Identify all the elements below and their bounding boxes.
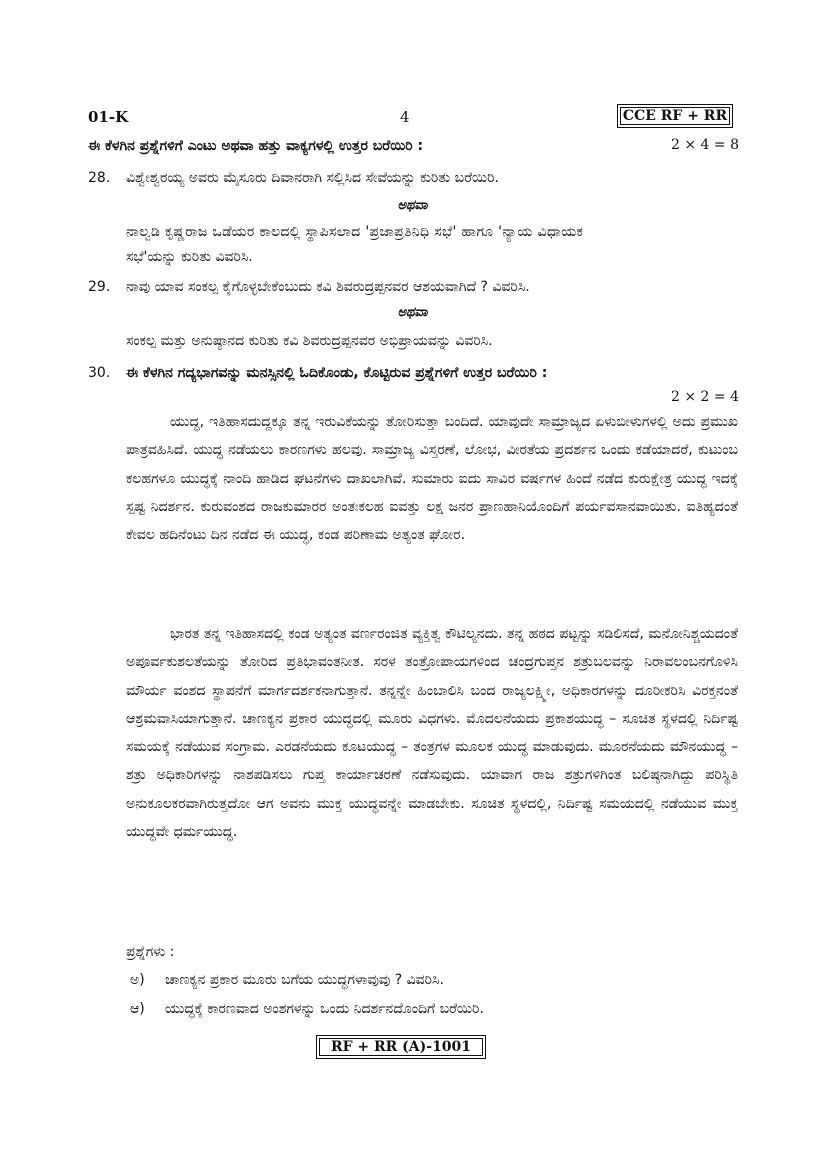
series-box: CCE RF + RR: [617, 104, 733, 128]
sub-question-a-text: ಚಾಣಕ್ಯನ ಪ್ರಕಾರ ಮೂರು ಬಗೆಯ ಯುದ್ಧಗಳಾವುವು ? ವಿವರಿಸಿ.: [165, 972, 444, 988]
question-number-30: 30.: [88, 365, 111, 381]
or-separator-28: ಅಥವಾ: [397, 198, 428, 213]
sub-question-b-text: ಯುದ್ಧಕ್ಕೆ ಕಾರಣವಾದ ಅಂಶಗಳನ್ನು ಒಂದು ನಿದರ್ಶನದೊಂದಿಗೆ ಬರೆಯಿರಿ.: [165, 1001, 484, 1017]
question-28-text: ವಿಶ್ವೇಶ್ವರಯ್ಯ ಅವರು ಮೈಸೂರು ದಿವಾನರಾಗಿ ಸಲ್ಲಿಸಿದ ಸೇವೆಯನ್ನು ಕುರಿತು ಬರೆಯಿರಿ.: [126, 170, 499, 186]
paper-code: 01-K: [88, 108, 129, 126]
questions-label: ಪ್ರಶ್ನೆಗಳು :: [126, 944, 175, 960]
question-30-marks: 2 × 2 = 4: [671, 389, 739, 405]
sub-question-b-label: ಆ): [130, 1001, 145, 1017]
or-separator-29: ಅಥವಾ: [397, 305, 428, 320]
question-28-alt-line1: ನಾಲ್ವಡಿ ಕೃಷ್ಣರಾಜ ಒಡೆಯರ ಕಾಲದಲ್ಲಿ ಸ್ಥಾಪಿಸಲಾದ 'ಪ್ರಜಾಪ್ರತಿನಿಧಿ ಸಭೆ' ಹಾಗೂ 'ನ್ಯಾಯ ವಿಧಾಯಕ: [126, 224, 584, 240]
section-instruction: ಈ ಕೆಳಗಿನ ಪ್ರಶ್ನೆಗಳಿಗೆ ಎಂಟು ಅಥವಾ ಹತ್ತು ವಾಕ್ಯಗಳಲ್ಲಿ ಉತ್ತರ ಬರೆಯಿರಿ :: [88, 138, 424, 154]
sub-question-a-label: ಅ): [130, 972, 145, 988]
footer-code-box: RF + RR (A)-1001: [316, 1035, 486, 1059]
question-29-text: ನಾವು ಯಾವ ಸಂಕಲ್ಪ ಕೈಗೊಳ್ಳಬೇಕೆಂಬುದು ಕವಿ ಶಿವರುದ್ರಪ್ಪನವರ ಆಶಯವಾಗಿದೆ ? ವಿವರಿಸಿ.: [126, 279, 530, 295]
question-28-alt-line2: ಸಭೆ'ಯನ್ನು ಕುರಿತು ವಿವರಿಸಿ.: [126, 249, 253, 265]
question-30-text: ಈ ಕೆಳಗಿನ ಗದ್ಯಭಾಗವನ್ನು ಮನಸ್ಸಿನಲ್ಲಿ ಓದಿಕೊಂಡು, ಕೊಟ್ಟಿರುವ ಪ್ರಶ್ನೆಗಳಿಗೆ ಉತ್ತರ ಬರೆಯಿರಿ :: [126, 365, 548, 381]
question-number-29: 29.: [88, 279, 111, 295]
question-number-28: 28.: [88, 170, 111, 186]
passage-paragraph-1: ಯುದ್ಧ, ಇತಿಹಾಸದುದ್ದಕ್ಕೂ ತನ್ನ ಇರುವಿಕೆಯನ್ನು ತೋರಿಸುತ್ತಾ ಬಂದಿದೆ. ಯಾವುದೇ ಸಾಮ್ರಾಜ್ಯದ ಏಳುಬೀಳುಗಳಲ್ಲಿ ಅದು ಪ್ರಮುಖ ಪಾತ್ರವಹಿಸಿದೆ. ಯುದ್ಧ ನಡೆಯಲು ಕಾರಣಗಳು ಹಲವು. ಸಾಮ್ರಾಜ್ಯ ವಿಸ್ತರಣೆ, ಲೋಭ, ವೀರತೆಯ ಪ್ರದರ್ಶನ ಒಂದು ಕಡೆಯಾದರೆ, ಕುಟುಂಬ ಕಲಹಗಳೂ ಯುದ್ಧಕ್ಕೆ ನಾಂದಿ ಹಾಡಿದ ಘಟನೆಗಳು ದಾಖಲಾಗಿವೆ. ಸುಮಾರು ಐದು ಸಾವಿರ ವರ್ಷಗಳ ಹಿಂದೆ ನಡೆದ ಕುರುಕ್ಷೇತ್ರ ಯುದ್ಧ ಇದಕ್ಕೆ ಸ್ಪಷ್ಟ ನಿದರ್ಶನ. ಕುರುವಂಶದ ರಾಜಕುಮಾರರ ಅಂತಃಕಲಹ ಐವತ್ತು ಲಕ್ಷ ಜನರ ಪ್ರಾಣಹಾನಿಯೊಂದಿಗೆ ಪರ್ಯವಸಾನವಾಯಿತು. ಐತಿಹ್ಯದಂತೆ ಕೇವಲ ಹದಿನೆಂಟು ದಿನ ನಡೆದ ಈ ಯುದ್ಧ, ಕಂಡ ಪರಿಣಾಮ ಅತ್ಯಂತ ಘೋರ.: [126, 414, 738, 544]
passage-paragraph-2: ಭಾರತ ತನ್ನ ಇತಿಹಾಸದಲ್ಲಿ ಕಂಡ ಅತ್ಯಂತ ವರ್ಣರಂಜಿತ ವ್ಯಕ್ತಿತ್ವ ಕೌಟಿಲ್ಯನದು. ತನ್ನ ಹಠದ ಪಟ್ಟನ್ನು ಸಡಿಲಿಸದೆ, ಮನೋನಿಶ್ಚಯದಂತೆ ಅಪೂರ್ವಕುಶಲತೆಯನ್ನು ತೋರಿದ ಪ್ರತಿಭಾವಂತನೀತ. ಸರಳ ತಂತ್ರೋಪಾಯಗಳಿಂದ ಚಂದ್ರಗುಪ್ತನ ಶತ್ರುಬಲವನ್ನು ನಿರಾವಲಂಬನಗೊಳಿಸಿ ಮೌರ್ಯ ವಂಶದ ಸ್ಥಾಪನೆಗೆ ಮಾರ್ಗದರ್ಶಕನಾಗುತ್ತಾನೆ. ತನ್ನನ್ನೇ ಹಿಂಬಾಲಿಸಿ ಬಂದ ರಾಜ್ಯಲಕ್ಷ್ಮೀ, ಅಧಿಕಾರಗಳನ್ನು ದೂರೀಕರಿಸಿ ವಿರಕ್ತನಂತೆ ಆಶ್ರಮವಾಸಿಯಾಗುತ್ತಾನೆ. ಚಾಣಕ್ಯನ ಪ್ರಕಾರ ಯುದ್ಧದಲ್ಲಿ ಮೂರು ವಿಧಗಳು. ಮೊದಲನೆಯದು ಪ್ರಕಾಶಯುದ್ಧ – ಸೂಚಿತ ಸ್ಥಳದಲ್ಲಿ ನಿರ್ದಿಷ್ಟ ಸಮಯಕ್ಕೆ ನಡೆಯುವ ಸಂಗ್ರಾಮ. ಎರಡನೆಯದು ಕೂಟಯುದ್ಧ – ತಂತ್ರಗಳ ಮೂಲಕ ಯುದ್ಧ ಮಾಡುವುದು. ಮೂರನೆಯದು ಮೌನಯುದ್ಧ – ಶತ್ರು ಅಧಿಕಾರಿಗಳನ್ನು ನಾಶಪಡಿಸಲು ಗುಪ್ತ ಕಾರ್ಯಾಚರಣೆ ನಡೆಸುವುದು. ಯಾವಾಗ ರಾಜ ಶತ್ರುಗಳಿಗಿಂತ ಬಲಿಷ್ಠನಾಗಿದ್ದು ಪರಿಸ್ಥಿತಿ ಅನುಕೂಲಕರವಾಗಿರುತ್ತದೋ ಆಗ ಅವನು ಮುಕ್ತ ಯುದ್ಧವನ್ನೇ ಮಾಡಬೇಕು. ಸೂಚಿತ ಸ್ಥಳದಲ್ಲಿ, ನಿರ್ದಿಷ್ಟ ಸಮಯದಲ್ಲಿ ನಡೆಯುವ ಮುಕ್ತ ಯುದ್ಧವೇ ಧರ್ಮಯುದ್ಧ.: [126, 626, 738, 841]
question-29-alt: ಸಂಕಲ್ಪ ಮತ್ತು ಅನುಷ್ಠಾನದ ಕುರಿತು ಕವಿ ಶಿವರುದ್ರಪ್ಪನವರ ಅಭಿಪ್ರಾಯವನ್ನು ವಿವರಿಸಿ.: [126, 333, 493, 349]
section-marks: 2 × 4 = 8: [671, 137, 739, 153]
page-number: 4: [400, 108, 410, 126]
